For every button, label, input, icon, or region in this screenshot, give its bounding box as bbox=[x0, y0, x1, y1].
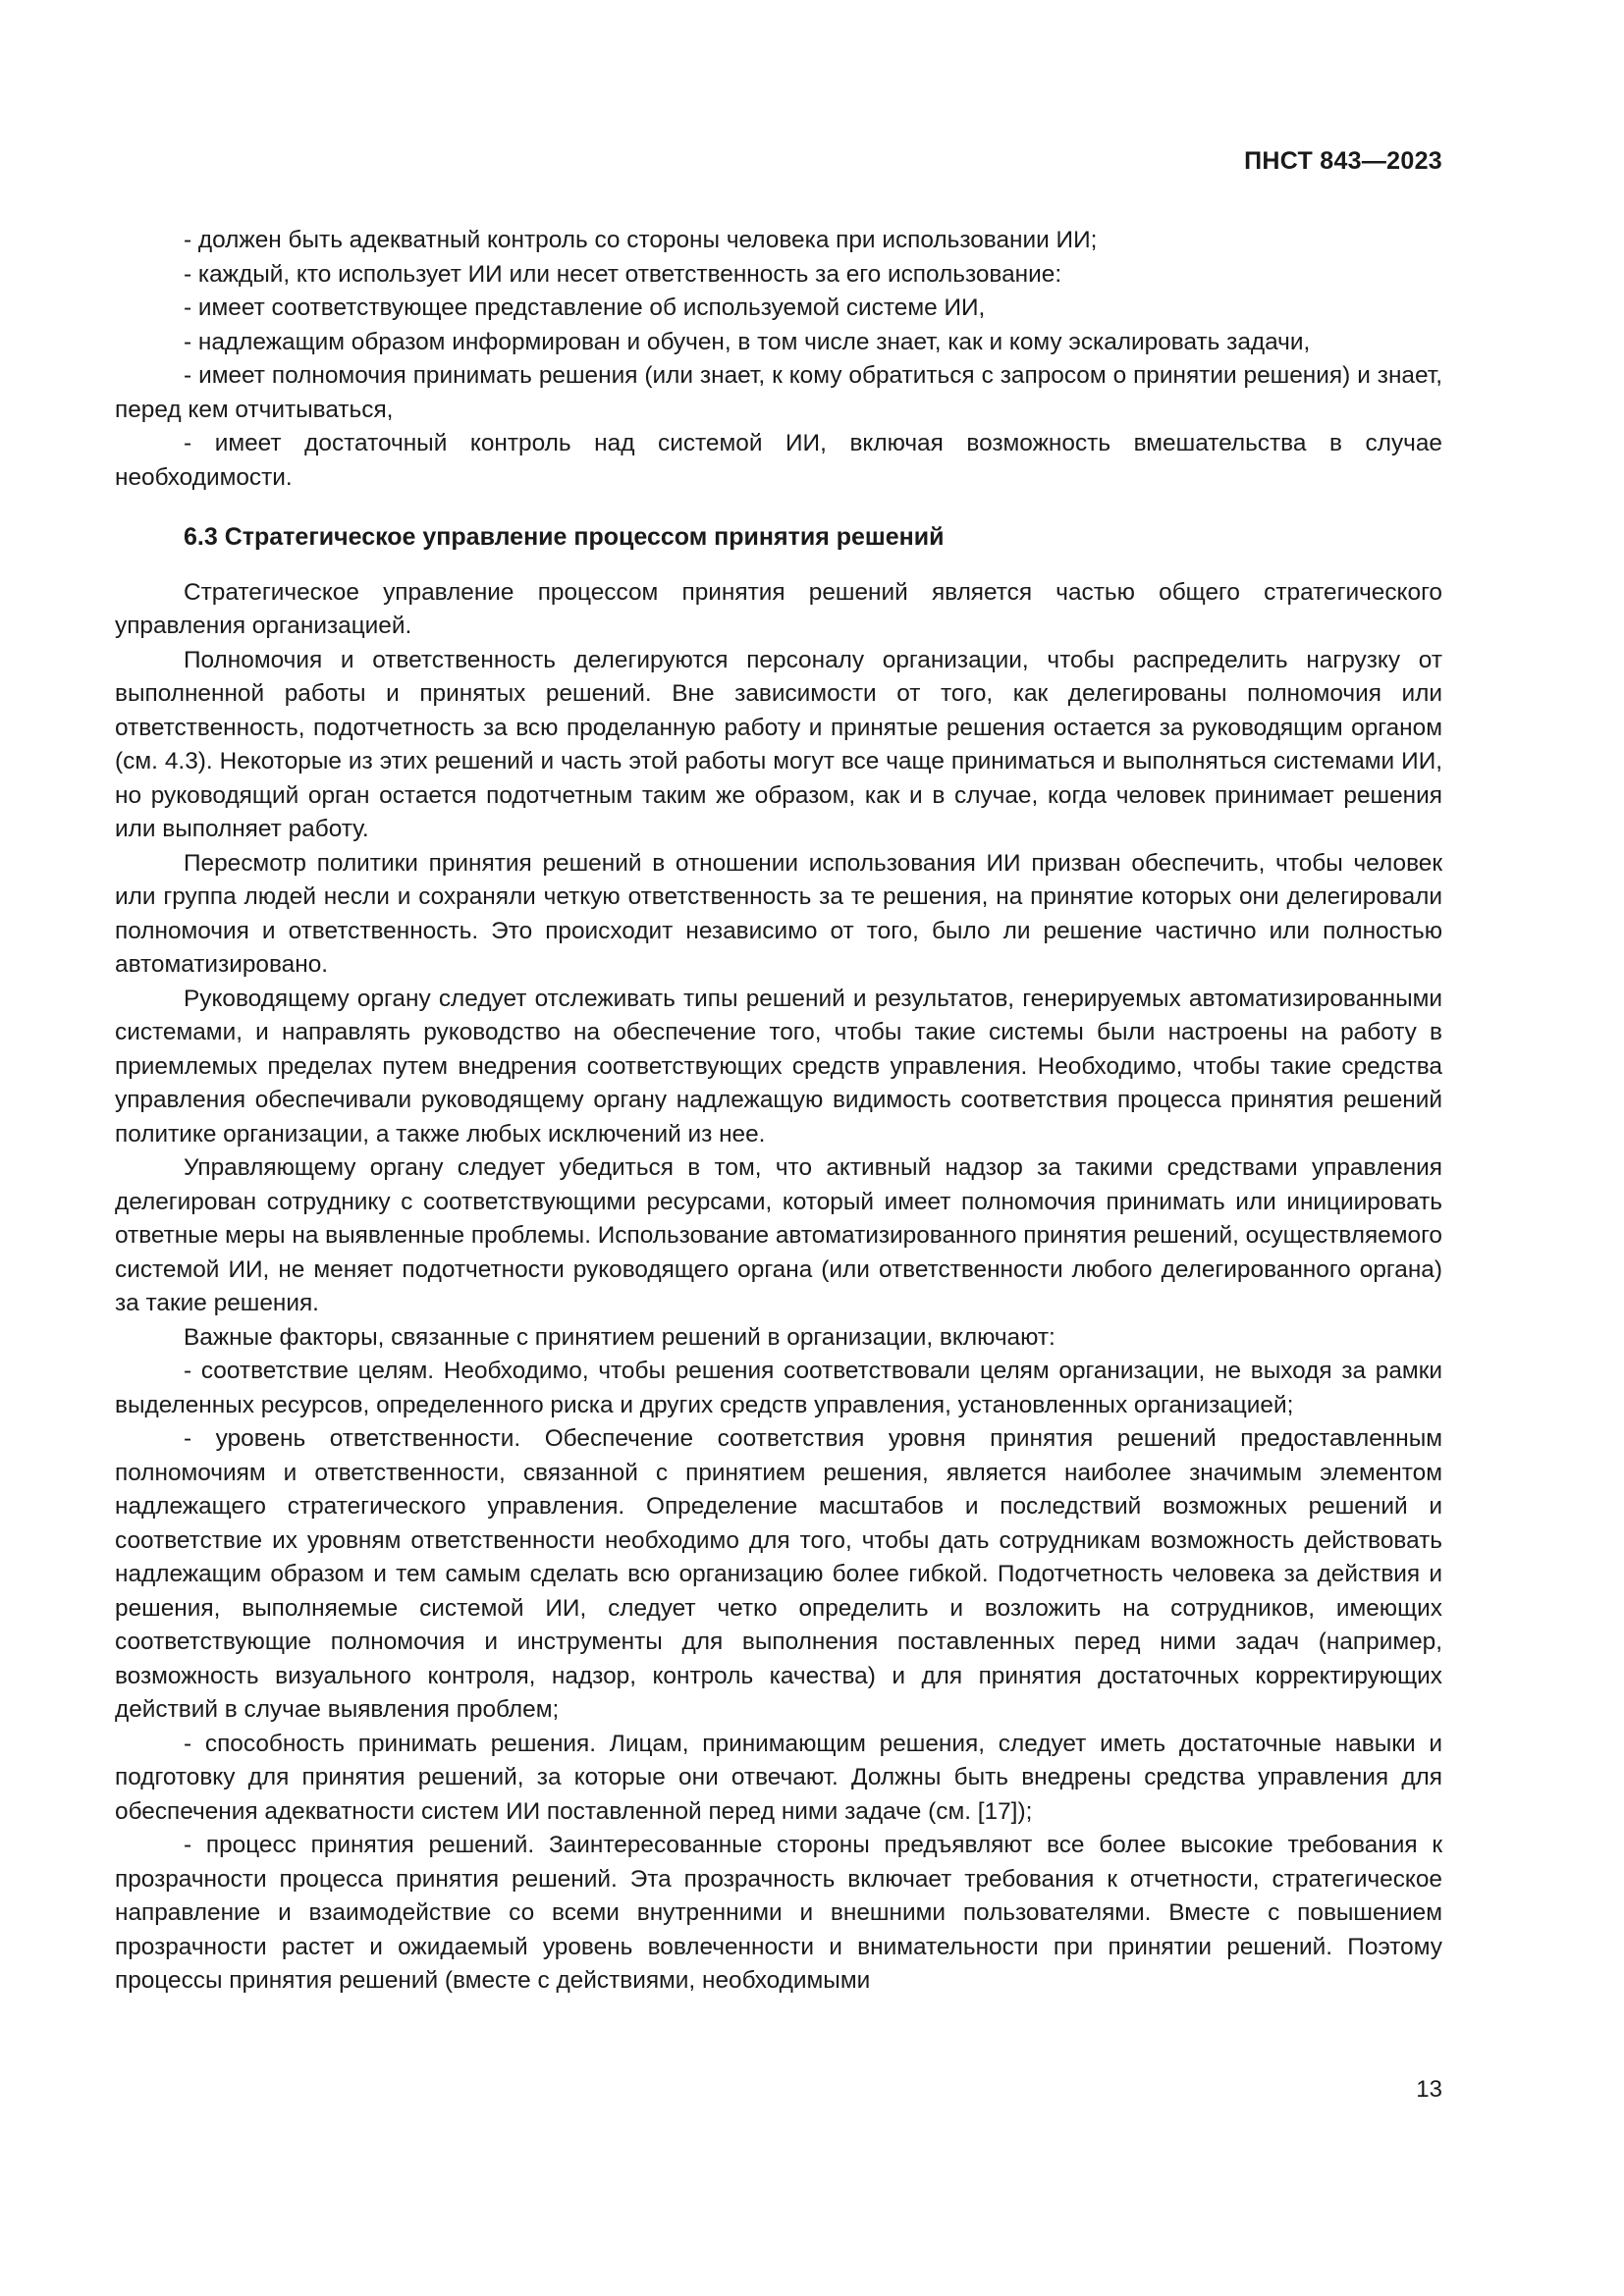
list-item: - имеет полномочия принимать решения (или знает, к кому обратиться с запросом о принятии решения) и знает, перед кем отчитываться, bbox=[115, 362, 1442, 423]
list-item: - уровень ответственности. Обеспечение соответствия уровня принятия решений предоставленным полномочиям и ответственности, связанной с принятием решения, является наиболее значимым элементом надлежащего стратегического управления. Определение масштабов и последствий возможных решений и соответствие их уровням ответственности необходимо для того, чтобы дать сотрудникам возможность действовать надлежащим образом и тем самым сделать всю организацию более гибкой. Подотчетность человека за действия и решения, выполняемые системой ИИ, следует четко определить и возложить на сотрудников, имеющих соответствующие полномочия и инструменты для выполнения поставленных перед ними задач (например, возможность визуального контроля, надзор, контроль качества) и для принятия достаточных корректирующих действий в случае выявления проблем; bbox=[115, 1425, 1442, 1723]
list-item: - процесс принятия решений. Заинтересованные стороны предъявляют все более высокие требования к прозрачности процесса принятия решений. Эта прозрачность включает требования к отчетности, стратегическое направление и взаимодействие со всеми внутренними и внешними пользователями. Вместе с повышением прозрачности растет и ожидаемый уровень вовлеченности и внимательности при принятии решений. Поэтому процессы принятия решений (вместе с действиями, необходимыми bbox=[115, 1832, 1442, 1994]
section-heading: 6.3 Стратегическое управление процессом принятия решений bbox=[184, 523, 945, 551]
paragraph: Полномочия и ответственность делегируются персоналу организации, чтобы распределить нагрузку от выполненной работы и принятых решений. Вне зависимости от того, как делегированы полномочия или ответственность, подотчетность за всю проделанную работу и принятые решения остается за руководящим органом (см. 4.3). Некоторые из этих решений и часть этой работы могут все чаще приниматься и выполняться системами ИИ, но руководящий орган остается подотчетным таким же образом, как и в случае, когда человек принимает решения или выполняет работу. bbox=[115, 646, 1442, 842]
page-number: 13 bbox=[1416, 2076, 1442, 2103]
list-item: - способность принимать решения. Лицам, принимающим решения, следует иметь достаточные навыки и подготовку для принятия решений, за которые они отвечают. Должны быть внедрены средства управления для обеспечения адекватности систем ИИ поставленной перед ними задаче (см. [17]); bbox=[115, 1730, 1442, 1825]
paragraph: Руководящему органу следует отслеживать типы решений и результатов, генерируемых автоматизированными системами, и направлять руководство на обеспечение того, чтобы такие системы были настроены на работу в приемлемых пределах путем внедрения соответствующих средств управления. Необходимо, чтобы такие средства управления обеспечивали руководящему органу надлежащую видимость соответствия процесса принятия решений политике организации, а также любых исключений из нее. bbox=[115, 985, 1442, 1148]
list-item: - надлежащим образом информирован и обучен, в том числе знает, как и кому эскалировать задачи, bbox=[184, 328, 1311, 355]
paragraph: Управляющему органу следует убедиться в том, что активный надзор за такими средствами управления делегирован сотруднику с соответствующими ресурсами, который имеет полномочия принимать или инициировать ответные меры на выявленные проблемы. Использование автоматизированного принятия решений, осуществляемого системой ИИ, не меняет подотчетности руководящего органа (или ответственности любого делегированного органа) за такие решения. bbox=[115, 1154, 1442, 1316]
list-item: - должен быть адекватный контроль со стороны человека при использовании ИИ; bbox=[184, 227, 1098, 253]
list-item: - соответствие целям. Необходимо, чтобы решения соответствовали целям организации, не выходя за рамки выделенных ресурсов, определенного риска и других средств управления, установленных организацией; bbox=[115, 1358, 1442, 1418]
paragraph: Пересмотр политики принятия решений в отношении использования ИИ призван обеспечить, чтобы человек или группа людей несли и сохраняли четкую ответственность за те решения, на принятие которых они делегировали полномочия и ответственность. Это происходит независимо от того, было ли решение частично или полностью автоматизировано. bbox=[115, 849, 1442, 978]
document-body bbox=[115, 224, 1442, 1999]
list-item: - каждый, кто использует ИИ или несет ответственность за его использование: bbox=[184, 260, 1062, 288]
list-item: - имеет соответствующее представление об используемой системе ИИ, bbox=[184, 294, 986, 321]
paragraph: Важные факторы, связанные с принятием решений в организации, включают: bbox=[184, 1323, 1056, 1351]
document-number: ПНСТ 843—2023 bbox=[1244, 147, 1442, 175]
list-item: - имеет достаточный контроль над системой ИИ, включая возможность вмешательства в случае необходимости. bbox=[115, 430, 1442, 491]
paragraph: Стратегическое управление процессом принятия решений является частью общего стратегического управления организацией. bbox=[115, 578, 1442, 639]
